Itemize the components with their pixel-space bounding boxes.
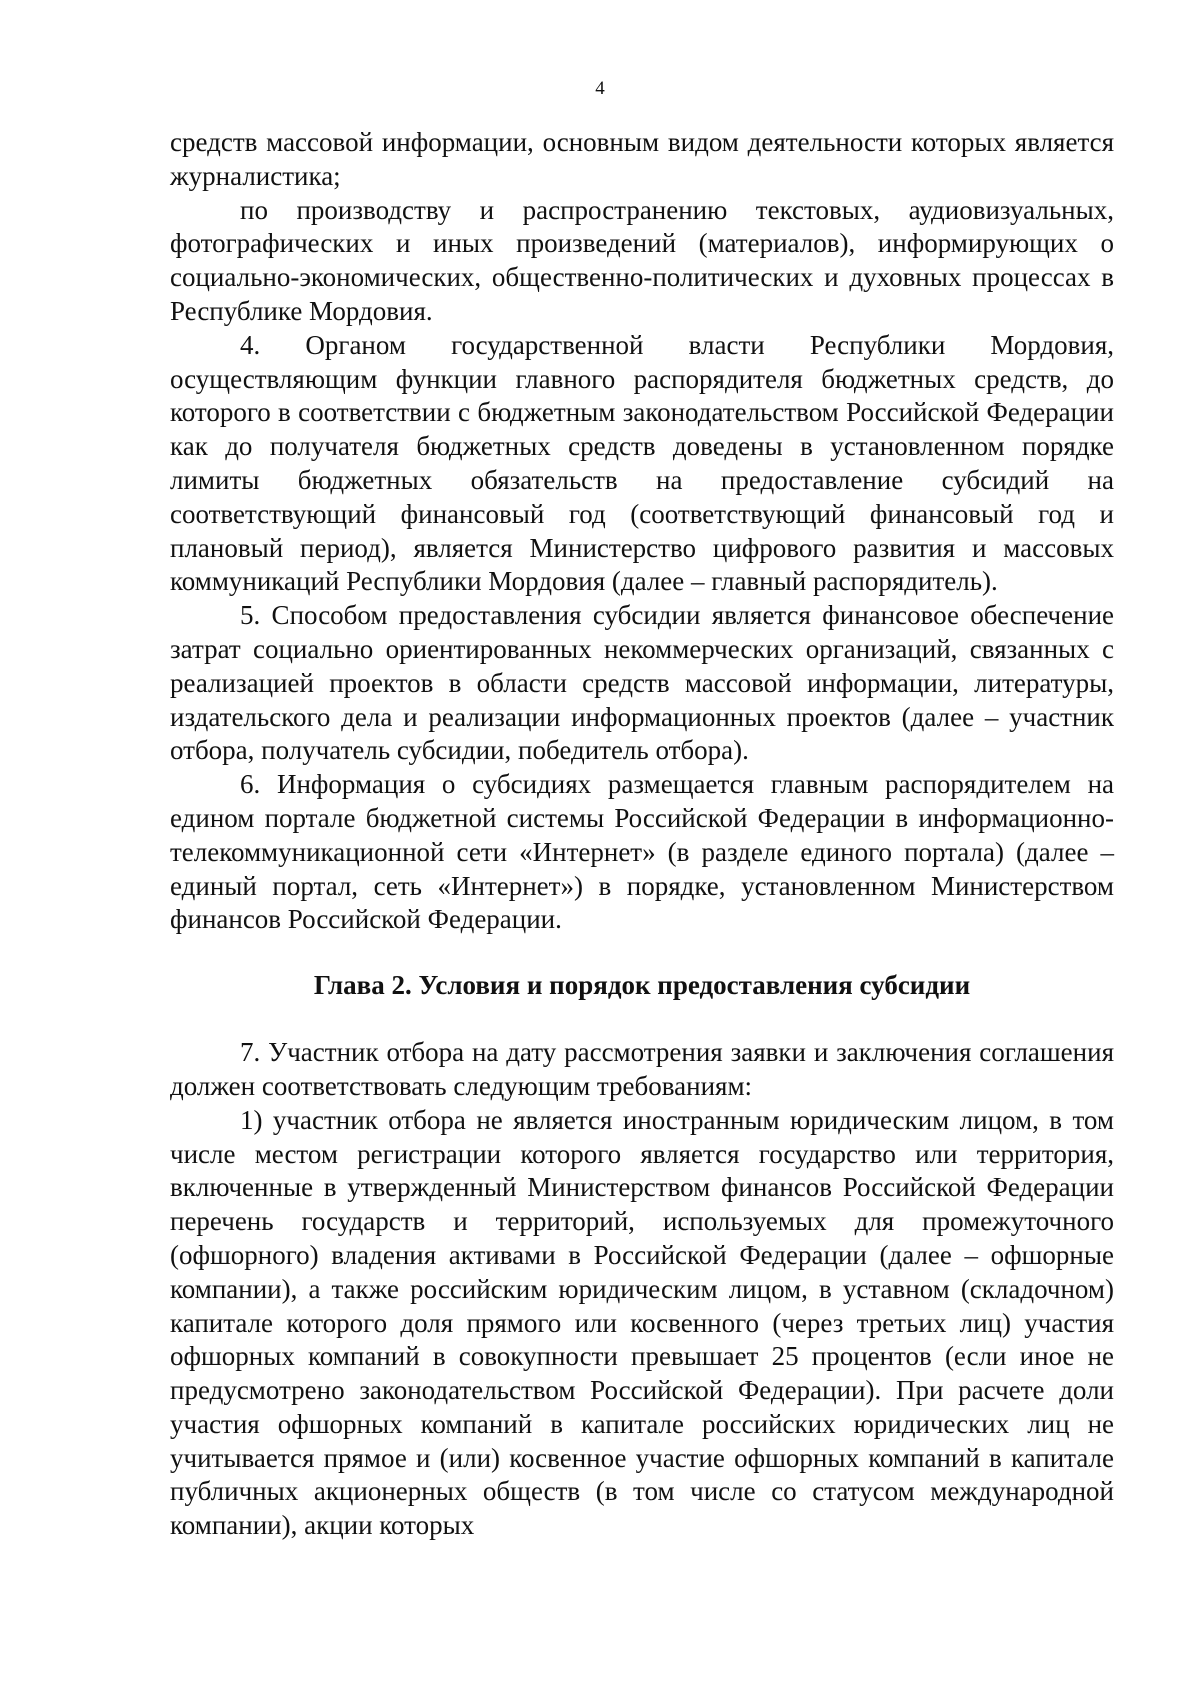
- page-number: 4: [595, 78, 605, 99]
- paragraph-item-6: 6. Информация о субсидиях размещается главным распорядителем на едином портале бюджетной системы Российской Федерации в информационно-телекоммуникационной сети «Интернет» (в разделе единого портала) (далее – единый портал, сеть «Интернет») в порядке, установленном Министерством финансов Российской Федерации.: [170, 769, 1114, 935]
- chapter-heading: Глава 2. Условия и порядок предоставления субсидии: [313, 970, 971, 1001]
- document-body: [170, 126, 1114, 1543]
- paragraph-item-7: 7. Участник отбора на дату рассмотрения заявки и заключения соглашения должен соответствовать следующим требованиям:: [170, 1037, 1114, 1101]
- paragraph-item-4: 4. Органом государственной власти Республики Мордовия, осуществляющим функции главного распорядителя бюджетных средств, до которого в соответствии с бюджетным законодательством Российской Федерации как до получателя бюджетных средств доведены в установленном порядке лимиты бюджетных обязательств на предоставление субсидий на соответствующий финансовый год (соответствующий финансовый год и плановый период), является Министерство цифрового развития и массовых коммуникаций Республики Мордовия (далее – главный распорядитель).: [170, 329, 1114, 597]
- paragraph-item-5: 5. Способом предоставления субсидии является финансовое обеспечение затрат социально ориентированных некоммерческих организаций, связанных с реализацией проектов в области средств массовой информации, литературы, издательского дела и реализации информационных проектов (далее – участник отбора, получатель субсидии, победитель отбора).: [170, 600, 1114, 766]
- paragraph-subitem: по производству и распространению текстовых, аудиовизуальных, фотографических и иных произведений (материалов), информирующих о социально-экономических, общественно-политических и духовных процессах в Республике Мордовия.: [170, 194, 1114, 326]
- paragraph-continuation: средств массовой информации, основным видом деятельности которых является журналистика;: [170, 127, 1114, 191]
- paragraph-subitem-1: 1) участник отбора не является иностранным юридическим лицом, в том числе местом регистрации которого является государство или территория, включенные в утвержденный Министерством финансов Российской Федерации перечень государств и территорий, используемых для промежуточного (офшорного) владения активами в Российской Федерации (далее – офшорные компании), а также российским юридическим лицом, в уставном (складочном) капитале которого доля прямого или косвенного (через третьих лиц) участия офшорных компаний в совокупности превышает 25 процентов (если иное не предусмотрено законодательством Российской Федерации). При расчете доли участия офшорных компаний в капитале российских юридических лиц не учитывается прямое и (или) косвенное участие офшорных компаний в капитале публичных акционерных обществ (в том числе со статусом международной компании), акции которых: [170, 1104, 1114, 1541]
